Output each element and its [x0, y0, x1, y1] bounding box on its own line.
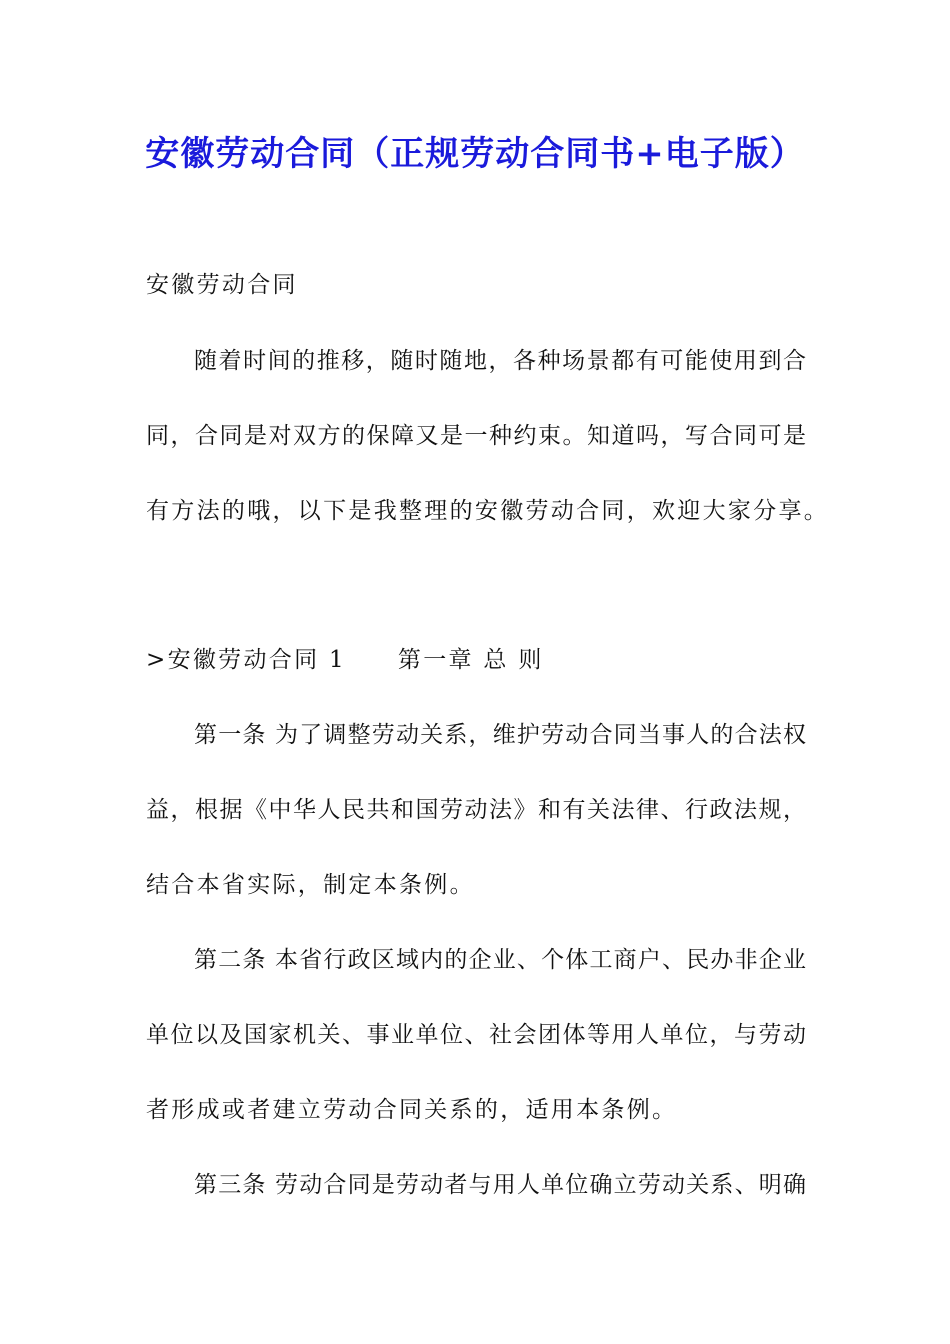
intro-line-1: 随着时间的推移，随时随地，各种场景都有可能使用到合 — [194, 348, 806, 374]
article-2-line-3: 者形成或者建立劳动合同关系的，适用本条例。 — [146, 1097, 678, 1123]
section-label: >安徽劳动合同 1 — [146, 647, 346, 673]
document-title: 安徽劳动合同（正规劳动合同书+电子版） — [145, 134, 805, 174]
document-heading: 安徽劳动合同 — [146, 272, 298, 298]
intro-line-2: 同，合同是对双方的保障又是一种约束。知道吗，写合同可是 — [146, 423, 806, 449]
article-1-line-3: 结合本省实际，制定本条例。 — [146, 872, 475, 898]
section-heading — [146, 645, 544, 675]
chapter-title: 第一章 总 则 — [397, 647, 544, 673]
article-1-line-2: 益，根据《中华人民共和国劳动法》和有关法律、行政法规， — [146, 797, 806, 823]
article-1-line-1: 第一条 为了调整劳动关系，维护劳动合同当事人的合法权 — [194, 722, 806, 748]
article-3-line-1: 第三条 劳动合同是劳动者与用人单位确立劳动关系、明确 — [194, 1172, 806, 1198]
article-2-line-1: 第二条 本省行政区域内的企业、个体工商户、民办非企业 — [194, 947, 806, 973]
article-2-line-2: 单位以及国家机关、事业单位、社会团体等用人单位，与劳动 — [146, 1022, 806, 1048]
intro-line-3: 有方法的哦，以下是我整理的安徽劳动合同，欢迎大家分享。 — [146, 498, 830, 524]
